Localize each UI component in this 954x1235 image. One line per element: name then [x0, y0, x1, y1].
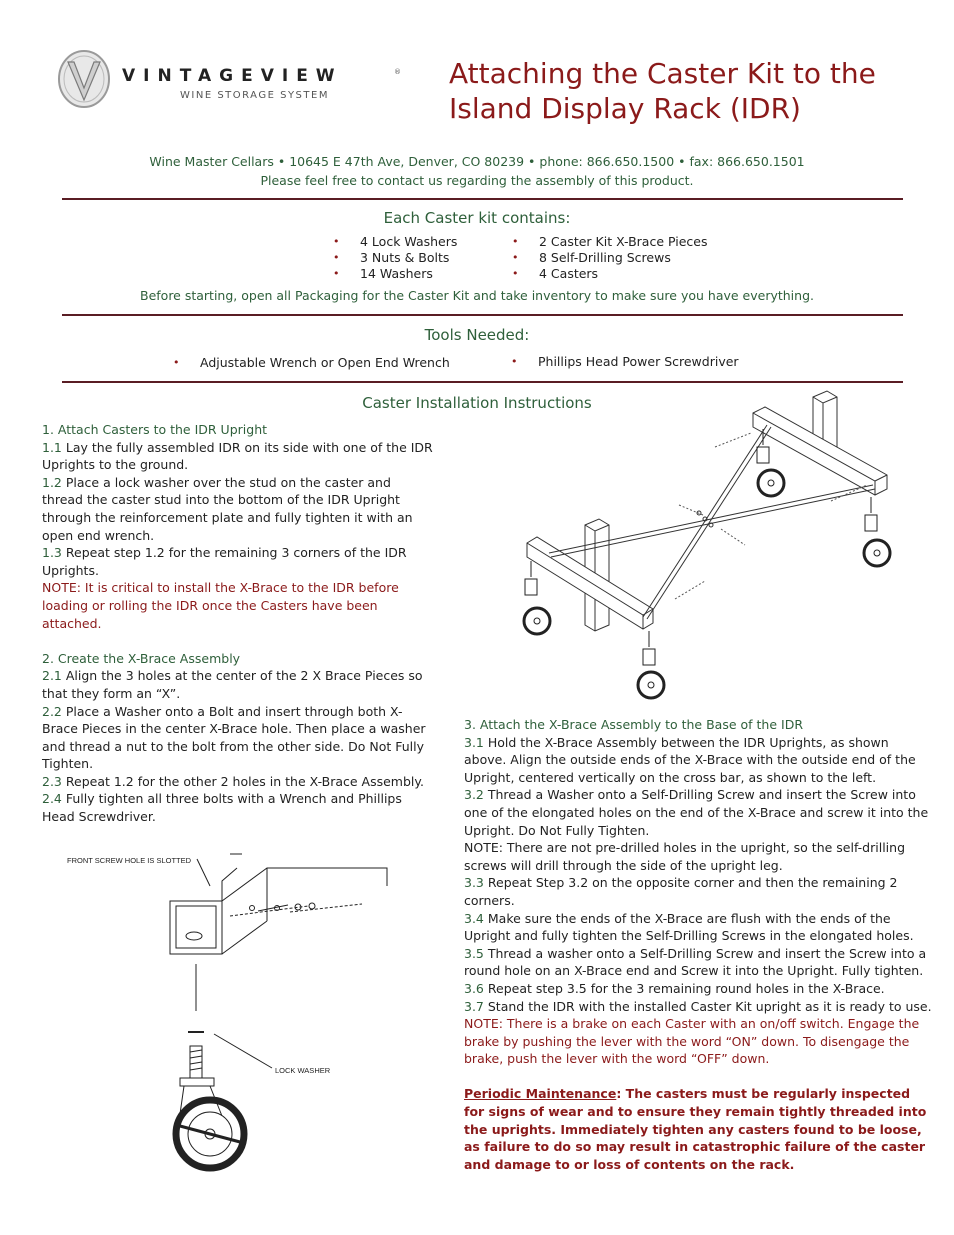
tools-heading: Tools Needed: [424, 326, 530, 344]
instructions-heading: Caster Installation Instructions [362, 394, 592, 412]
maintenance-label: Periodic Maintenance [464, 1086, 617, 1102]
page-title-line-2: Island Display Rack (IDR) [449, 92, 801, 125]
step-3-3: 3.3 Repeat Step 3.2 on the opposite corner and then the remaining 2 corners. [464, 875, 898, 908]
step-3-2: 3.2 Thread a Washer onto a Self-Drilling Screw and insert the Screw into one of the elongated holes on the end of the X-Brace and screw it into the Upright. Do Not Fully Tighten. [464, 787, 929, 838]
rack-assembly-diagram [515, 385, 925, 705]
list-item: • Phillips Head Power Screwdriver [511, 354, 739, 369]
bullet-icon: • [511, 355, 518, 368]
caster-detail-diagram [62, 846, 392, 1176]
brand-registered-mark: ® [394, 68, 401, 76]
bullet-icon: • [333, 250, 340, 264]
page-title-line-1: Attaching the Caster Kit to the [449, 57, 876, 90]
step-2-4: 2.4 Fully tighten all three bolts with a Wrench and Phillips Head Screwdriver. [42, 791, 402, 825]
contact-address-line: Wine Master Cellars • 10645 E 47th Ave, Denver, CO 80239 • phone: 866.650.1500 • fax: 866.650.1501 [149, 154, 805, 169]
list-item: • 4 Casters [512, 265, 599, 281]
step-3-1: 3.1 Hold the X-Brace Assembly between the IDR Uprights, as shown above. Align the outside ends of the X-Brace with the outside end of the Upright, centered vertically on the cross bar, as shown to the left. [464, 734, 916, 785]
list-item: • 4 Lock Washers [333, 234, 458, 249]
step-3-4: 3.4 Make sure the ends of the X-Brace are flush with the ends of the Upright and fully tighten the Self-Drilling Screws in the elongated holes. [464, 910, 914, 944]
step2-title: 2. Create the X-Brace Assembly [42, 650, 241, 666]
kit-heading: Each Caster kit contains: [383, 209, 571, 227]
caster-icon [638, 631, 664, 698]
caster-icon [524, 561, 550, 634]
divider-rule [62, 314, 903, 316]
step1-note: NOTE: It is critical to install the X-Brace to the IDR before loading or rolling the IDR once the Casters have been attached. [42, 580, 399, 631]
tools-list-right [511, 354, 739, 370]
divider-rule [62, 381, 903, 383]
step-3-6: 3.6 Repeat step 3.5 for the 3 remaining round holes in the X-Brace. [464, 980, 885, 996]
contact-help-line: Please feel free to contact us regarding the assembly of this product. [260, 173, 694, 188]
step3-title: 3. Attach the X-Brace Assembly to the Base of the IDR [464, 717, 804, 732]
list-item: • 3 Nuts & Bolts [333, 249, 450, 265]
bullet-icon: • [173, 356, 180, 369]
brand-tagline: WINE STORAGE SYSTEM [180, 90, 329, 101]
step1-title: 1. Attach Casters to the IDR Upright [42, 422, 268, 437]
step-1-3: 1.3 Repeat step 1.2 for the remaining 3 corners of the IDR Uprights. [42, 545, 407, 578]
slotted-hole-label: FRONT SCREW HOLE IS SLOTTED [67, 856, 192, 865]
list-item: • 14 Washers [333, 265, 433, 281]
lock-washer-label: LOCK WASHER [275, 1066, 331, 1075]
bullet-icon: • [512, 250, 519, 264]
step-1-1: 1.1 Lay the fully assembled IDR on its side with one of the IDR Uprights to the ground. [42, 439, 433, 473]
tools-list-left [173, 355, 450, 371]
caster-icon [864, 497, 890, 566]
bullet-icon: • [333, 235, 340, 248]
inventory-note: Before starting, open all Packaging for the Caster Kit and take inventory to make sure you have everything. [140, 288, 814, 303]
instructions-right-column [464, 716, 934, 1173]
step3-note: NOTE: There is a brake on each Caster with an on/off switch. Engage the brake by pushing the lever with the word “ON” down. To disengage the brake, push the lever with the word “OFF” down. [464, 1016, 920, 1067]
step-3-7: 3.7 Stand the IDR with the installed Caster Kit upright as it is ready to use. [464, 998, 932, 1014]
step-1-2: 1.2 Place a lock washer over the stud on the caster and thread the caster stud into the bottom of the IDR Upright through the reinforcement plate and fully tighten it with an open end wrench. [42, 474, 413, 543]
step-3-2-note: NOTE: There are not pre-drilled holes in the upright, so the self-drilling screws will drill through the side of the upright leg. [464, 840, 906, 873]
bullet-icon: • [512, 266, 519, 280]
periodic-maintenance: Periodic Maintenance: The casters must be regularly inspected for signs of wear and to ensure they remain tightly threaded into the uprights. Immediately tighten any casters found to be loose, as failure to do so may result in catastrophic failure of the caster and damage to or loss of contents on the rack. [464, 1086, 927, 1172]
kit-list-left [333, 234, 457, 281]
brand-wordmark: VINTAGEVIEW [122, 66, 343, 86]
list-item: • 8 Self-Drilling Screws [512, 249, 671, 265]
step-2-1: 2.1 Align the 3 holes at the center of the 2 X Brace Pieces so that they form an “X”. [42, 668, 423, 701]
divider-rule [62, 198, 903, 200]
kit-list-right [512, 234, 708, 281]
instructions-left-column [42, 421, 434, 826]
list-item: • Adjustable Wrench or Open End Wrench [173, 355, 450, 370]
step-2-3: 2.3 Repeat 1.2 for the other 2 holes in the X-Brace Assembly. [42, 773, 424, 789]
step-3-5: 3.5 Thread a washer onto a Self-Drilling Screw and insert the Screw into a round hole on an X-Brace end and Screw it into the Upright. Fully tighten. [464, 945, 927, 979]
list-item: • 2 Caster Kit X-Brace Pieces [512, 234, 708, 249]
vintageview-logo-emblem [56, 48, 112, 110]
bullet-icon: • [333, 266, 340, 280]
step-2-2: 2.2 Place a Washer onto a Bolt and insert through both X-Brace Pieces in the center X-Brace hole. Then place a washer and thread a nut to the bolt from the other side. Do Not Fully Tighten. [42, 703, 426, 772]
page-title [449, 56, 929, 126]
bullet-icon: • [512, 235, 519, 248]
